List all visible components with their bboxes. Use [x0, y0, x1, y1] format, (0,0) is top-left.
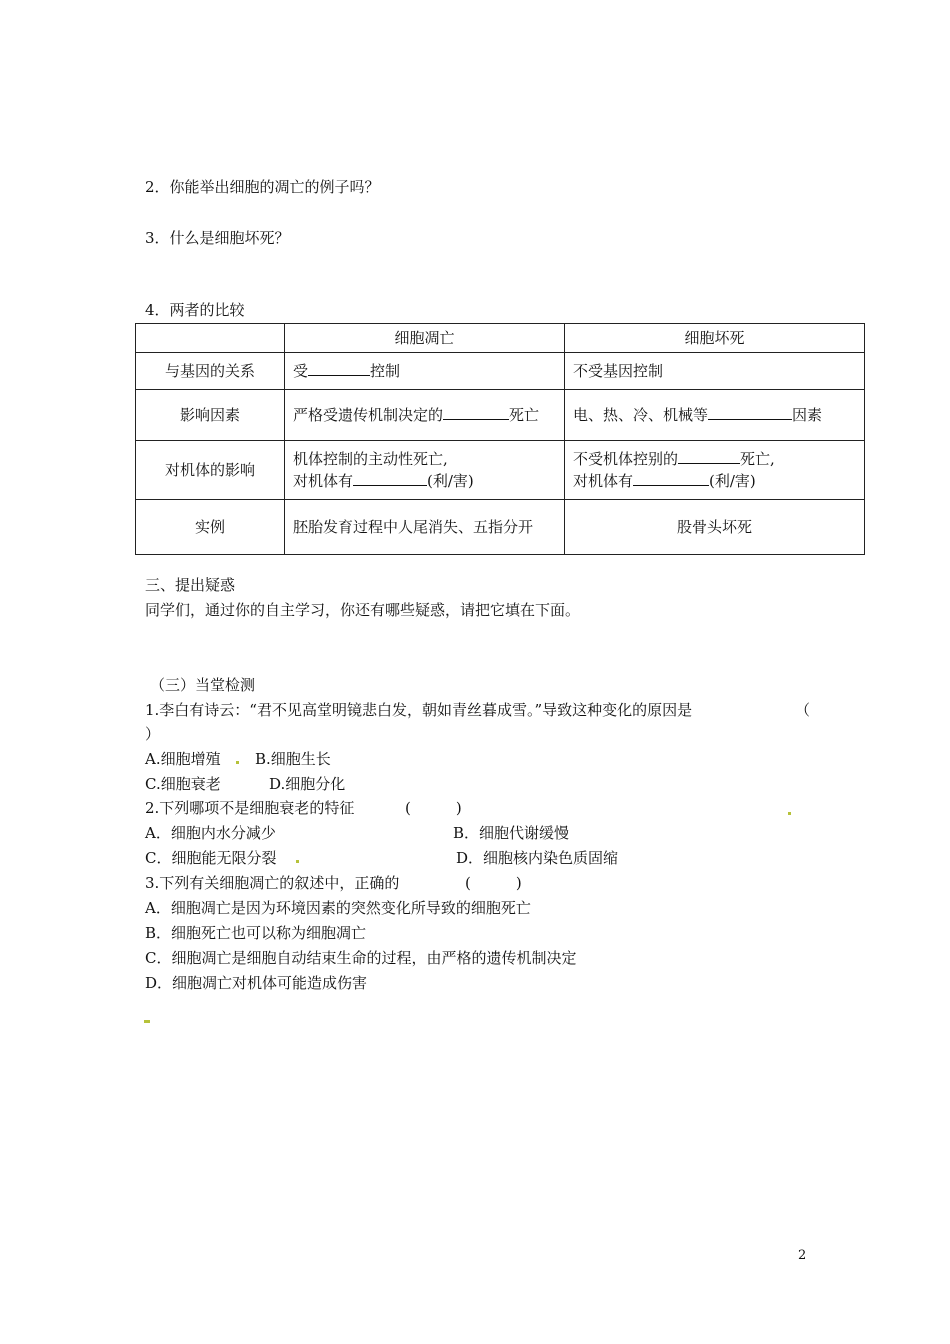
cell-text: 不受机体控别的 [573, 450, 679, 468]
test-q1-paren-open: （ [795, 701, 811, 719]
table-cell [565, 390, 865, 441]
test-q2-option-d: D．细胞核内染色质固缩 [456, 849, 619, 867]
cell-text: 严格受遗传机制决定的 [293, 406, 444, 424]
question-4: 4．两者的比较 [145, 301, 245, 319]
stray-mark [144, 1020, 150, 1023]
cell-text: 对机体有 [293, 472, 354, 490]
comparison-table [135, 323, 865, 555]
test-q2: 2.下列哪项不是细胞衰老的特征 [145, 799, 355, 817]
table-cell [565, 441, 865, 500]
fill-blank[interactable] [708, 404, 792, 420]
cell-text: 死亡 [509, 406, 540, 424]
table-row [136, 500, 865, 555]
cell-text: 因素 [792, 406, 823, 424]
row-label: 影响因素 [136, 390, 285, 441]
table-header-cell: 细胞凋亡 [285, 324, 565, 353]
table-header-cell: 细胞坏死 [565, 324, 865, 353]
test-q1-option-b: B.细胞生长 [255, 750, 331, 768]
test-q3-option-d: D．细胞凋亡对机体可能造成伤害 [145, 974, 368, 992]
test-title: （三）当堂检测 [150, 676, 256, 694]
page-number: 2 [798, 1248, 807, 1263]
cell-text: 电、热、冷、机械等 [573, 406, 709, 424]
test-q2-option-a: A．细胞内水分减少 [145, 824, 276, 842]
fill-blank[interactable] [633, 470, 709, 486]
table-row [136, 441, 865, 500]
cell-text: 机体控制的主动性死亡, [293, 450, 448, 468]
stray-mark [236, 761, 239, 764]
fill-blank[interactable] [353, 470, 427, 486]
table-cell: 不受基因控制 [565, 353, 865, 390]
question-2: 2．你能举出细胞的凋亡的例子吗？ [145, 178, 380, 196]
stray-mark [788, 812, 791, 815]
table-header-row [136, 324, 865, 353]
test-q3-option-c: C．细胞凋亡是细胞自动结束生命的过程，由严格的遗传机制决定 [145, 949, 577, 967]
row-label: 对机体的影响 [136, 441, 285, 500]
stray-mark [296, 860, 299, 863]
table-cell: 股骨头坏死 [565, 500, 865, 555]
test-q2-option-c: C．细胞能无限分裂 [145, 849, 277, 867]
test-q3-paren: ( ) [465, 874, 522, 892]
test-q1: 1.李白有诗云：“君不见高堂明镜悲白发，朝如青丝暮成雪。”导致这种变化的原因是 [145, 701, 693, 719]
fill-blank[interactable] [443, 404, 509, 420]
table-cell [285, 353, 565, 390]
row-label: 与基因的关系 [136, 353, 285, 390]
table-cell [285, 390, 565, 441]
test-q1-option-c: C.细胞衰老 [145, 775, 221, 793]
table-row [136, 353, 865, 390]
test-q2-option-b: B．细胞代谢缓慢 [453, 824, 570, 842]
table-cell [285, 441, 565, 500]
cell-text: (利/害) [709, 472, 756, 490]
table-cell [285, 500, 565, 555]
test-q2-paren: ( ) [405, 799, 462, 817]
cell-text: 受 [293, 362, 309, 380]
section-3-text: 同学们，通过你的自主学习，你还有哪些疑惑，请把它填在下面。 [145, 601, 581, 619]
cell-text: 胚胎发育过程中人尾消失、五指分开 [293, 518, 534, 536]
cell-text: 控制 [370, 362, 401, 380]
test-q3-option-a: A．细胞凋亡是因为环境因素的突然变化所导致的细胞死亡 [145, 899, 531, 917]
test-q1-option-d: D.细胞分化 [269, 775, 346, 793]
fill-blank[interactable] [678, 448, 740, 464]
table-row [136, 390, 865, 441]
test-q3: 3.下列有关细胞凋亡的叙述中，正确的 [145, 874, 400, 892]
test-q1-paren-close: ） [145, 725, 161, 743]
section-3-title: 三、提出疑惑 [145, 576, 236, 594]
test-q1-option-a: A.细胞增殖 [145, 750, 221, 768]
fill-blank[interactable] [308, 360, 370, 376]
cell-text: 死亡, [740, 450, 775, 468]
row-label: 实例 [136, 500, 285, 555]
table-header-cell [136, 324, 285, 353]
test-q3-option-b: B．细胞死亡也可以称为细胞凋亡 [145, 924, 367, 942]
cell-text: (利/害) [427, 472, 474, 490]
question-3: 3．什么是细胞坏死？ [145, 229, 290, 247]
cell-text: 对机体有 [573, 472, 634, 490]
